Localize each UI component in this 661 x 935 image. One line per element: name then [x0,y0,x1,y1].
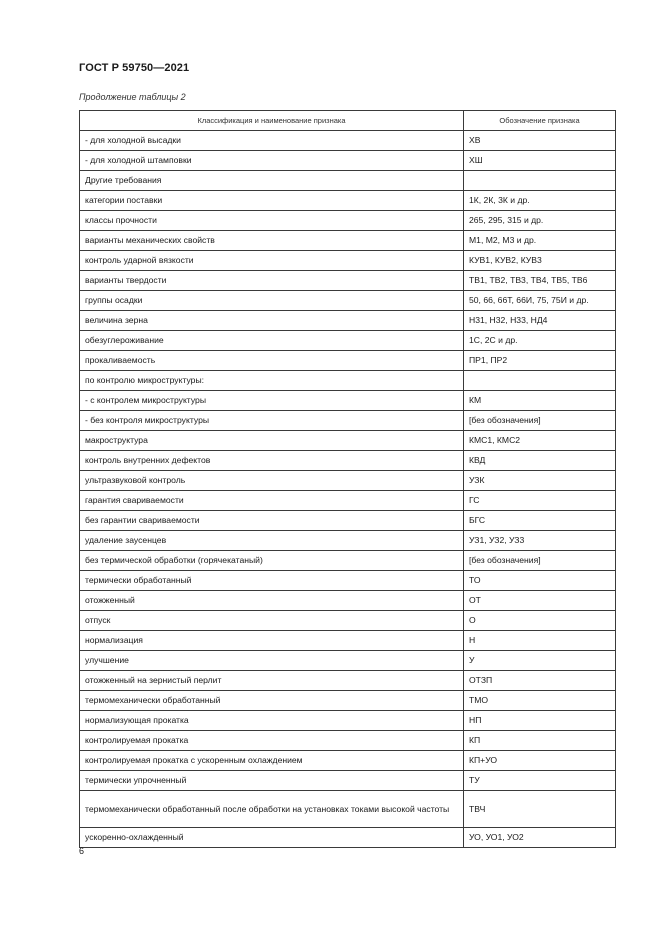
table-row [80,671,616,691]
feature-name-cell: без гарантии свариваемости [80,511,464,531]
spec-table [79,110,616,848]
feature-name-cell: термически упрочненный [80,771,464,791]
table-row [80,711,616,731]
table-row [80,431,616,451]
feature-name-cell: по контролю микроструктуры: [80,371,464,391]
designation-cell: 1К, 2К, 3К и др. [464,191,616,211]
designation-cell: БГС [464,511,616,531]
table-row [80,231,616,251]
table-body [80,131,616,848]
feature-name-cell: отпуск [80,611,464,631]
feature-name-cell: - для холодной штамповки [80,151,464,171]
designation-cell: [без обозначения] [464,411,616,431]
table-row [80,131,616,151]
table-row [80,591,616,611]
designation-cell: ТУ [464,771,616,791]
designation-cell: ПР1, ПР2 [464,351,616,371]
table-row [80,371,616,391]
table-row [80,491,616,511]
feature-name-cell: термомеханически обработанный [80,691,464,711]
feature-name-cell: группы осадки [80,291,464,311]
designation-cell: ХШ [464,151,616,171]
designation-cell: У [464,651,616,671]
feature-name-cell: удаление заусенцев [80,531,464,551]
designation-cell: КМС1, КМС2 [464,431,616,451]
feature-name-cell: нормализующая прокатка [80,711,464,731]
table-row [80,211,616,231]
designation-cell: О [464,611,616,631]
table-row [80,271,616,291]
designation-cell: ТМО [464,691,616,711]
feature-name-cell: контролируемая прокатка с ускоренным охлаждением [80,751,464,771]
feature-name-cell: варианты механических свойств [80,231,464,251]
designation-cell: ГС [464,491,616,511]
feature-name-cell: контролируемая прокатка [80,731,464,751]
designation-cell: ТВЧ [464,791,616,828]
table-row [80,531,616,551]
designation-cell: КУВ1, КУВ2, КУВ3 [464,251,616,271]
table-row [80,631,616,651]
feature-name-cell: категории поставки [80,191,464,211]
table-row [80,471,616,491]
feature-name-cell: Другие требования [80,171,464,191]
designation-cell: Н31, Н32, Н33, НД4 [464,311,616,331]
table-row [80,291,616,311]
feature-name-cell: прокаливаемость [80,351,464,371]
table-row [80,691,616,711]
designation-cell: УЗ1, УЗ2, УЗ3 [464,531,616,551]
designation-cell: ОТЗП [464,671,616,691]
designation-cell: 265, 295, 315 и др. [464,211,616,231]
page-number: 6 [79,846,85,856]
table-row [80,751,616,771]
designation-cell: 50, 66, 66Т, 66И, 75, 75И и др. [464,291,616,311]
designation-cell: 1С, 2С и др. [464,331,616,351]
document-header: ГОСТ Р 59750—2021 [79,62,190,74]
table-row [80,651,616,671]
feature-name-cell: контроль внутренних дефектов [80,451,464,471]
table-row [80,731,616,751]
feature-name-cell: ускоренно-охлажденный [80,828,464,848]
designation-cell [464,171,616,191]
designation-cell: ТО [464,571,616,591]
designation-cell: УО, УО1, УО2 [464,828,616,848]
table-row [80,571,616,591]
table-row [80,311,616,331]
designation-cell: М1, М2, М3 и др. [464,231,616,251]
feature-name-cell: - для холодной высадки [80,131,464,151]
table-caption: Продолжение таблицы 2 [79,92,186,102]
table-row [80,171,616,191]
table-row [80,551,616,571]
table-row [80,611,616,631]
feature-name-cell: гарантия свариваемости [80,491,464,511]
feature-name-cell: величина зерна [80,311,464,331]
feature-name-cell: макроструктура [80,431,464,451]
designation-cell: Н [464,631,616,651]
feature-name-cell: отожженный на зернистый перлит [80,671,464,691]
feature-name-cell: улучшение [80,651,464,671]
feature-name-cell: отожженный [80,591,464,611]
feature-name-cell: классы прочности [80,211,464,231]
feature-name-cell: варианты твердости [80,271,464,291]
feature-name-cell: нормализация [80,631,464,651]
designation-cell: ТВ1, ТВ2, ТВ3, ТВ4, ТВ5, ТВ6 [464,271,616,291]
designation-cell: КП [464,731,616,751]
table-row [80,391,616,411]
feature-name-cell: без термической обработки (горячекатаный) [80,551,464,571]
table-row [80,351,616,371]
designation-cell: ХВ [464,131,616,151]
table-row [80,511,616,531]
feature-name-cell: термомеханически обработанный после обработки на установках токами высокой частоты [80,791,464,828]
table-row [80,251,616,271]
designation-cell: ОТ [464,591,616,611]
feature-name-cell: ультразвуковой контроль [80,471,464,491]
table-row [80,451,616,471]
table-row [80,771,616,791]
table-row [80,828,616,848]
designation-cell: КП+УО [464,751,616,771]
table-row [80,151,616,171]
column-header-classification: Классификация и наименование признака [80,111,464,131]
table-row [80,411,616,431]
feature-name-cell: контроль ударной вязкости [80,251,464,271]
designation-cell: КВД [464,451,616,471]
table-row [80,191,616,211]
table-row [80,331,616,351]
column-header-designation: Обозначение признака [464,111,616,131]
feature-name-cell: - с контролем микроструктуры [80,391,464,411]
feature-name-cell: обезуглероживание [80,331,464,351]
table-header-row [80,111,616,131]
designation-cell [464,371,616,391]
table-row [80,791,616,828]
designation-cell: КМ [464,391,616,411]
feature-name-cell: - без контроля микроструктуры [80,411,464,431]
designation-cell: [без обозначения] [464,551,616,571]
feature-name-cell: термически обработанный [80,571,464,591]
designation-cell: УЗК [464,471,616,491]
designation-cell: НП [464,711,616,731]
